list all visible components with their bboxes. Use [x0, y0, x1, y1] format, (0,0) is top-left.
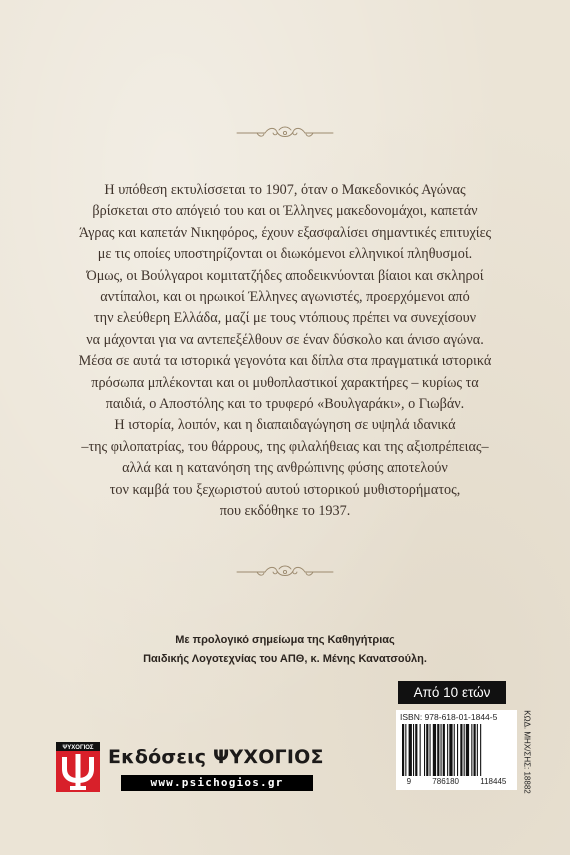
barcode-digits	[396, 777, 517, 786]
synopsis-line: παιδιά, ο Αποστόλης και το τρυφερό «Βουλγαράκι», ο Γιωβάν.	[105, 396, 465, 413]
barcode-digit-group: 9	[406, 777, 412, 786]
ornament-top-icon	[235, 123, 335, 143]
barcode-digit-group: 786180	[432, 777, 459, 786]
logo-text: ΨΥΧΟΓΙΟΣ	[62, 745, 94, 751]
foreword-line-1: Με προλογικό σημείωμα της Καθηγήτριας	[175, 634, 395, 646]
synopsis-line: βρίσκεται στο απόγειό του και οι Έλληνες μακεδονομάχοι, καπετάν	[92, 203, 478, 220]
age-rating-badge: Από 10 ετών	[398, 681, 506, 704]
isbn-text: ISBN: 978-618-01-1844-5	[400, 712, 498, 722]
foreword-note	[30, 631, 540, 669]
synopsis-line: αλλά και η κατανόηση της ανθρώπινης φύσης αποτελούν	[122, 460, 448, 477]
ornament-bottom-icon	[235, 562, 335, 582]
synopsis-line: Η υπόθεση εκτυλίσσεται το 1907, όταν ο Μακεδονικός Αγώνας	[104, 182, 466, 198]
synopsis-line: πρόσωπα μπλέκονται και οι μυθοπλαστικοί χαρακτήρες – κυρίως τα	[91, 374, 479, 391]
synopsis-line: τον καμβά του ξεχωριστού αυτού ιστορικού μυθιστορήματος,	[109, 481, 461, 498]
synopsis-line: Όμως, οι Βούλγαροι κομιτατζήδες αποδεικνύονται βίαιοι και σκληροί	[86, 267, 484, 284]
foreword-line-2: Παιδικής Λογοτεχνίας του ΑΠΘ, κ. Μένης Κανατσούλη.	[143, 653, 427, 665]
synopsis-line: Μέσα σε αυτά τα ιστορικά γεγονότα και δίπλα στα πραγματικά ιστορικά	[78, 353, 492, 370]
synopsis-line: Η ιστορία, λοιπόν, και η διαπαιδαγώγηση σε υψηλά ιδανικά	[114, 417, 456, 434]
product-code-text: ΚΩΔ. ΜΗΧ/ΣΗΣ: 18882	[522, 710, 532, 794]
psi-logo-icon	[56, 742, 100, 792]
barcode-block	[396, 710, 517, 790]
product-code	[521, 712, 533, 792]
synopsis-line: να μάχονται για να αντεπεξέλθουν σε έναν δύσκολο και άνισο αγώνα.	[86, 331, 484, 348]
synopsis-line: με τις οποίες υποστηρίζονται οι διωκόμενοι ελληνικοί πληθυσμοί.	[97, 246, 473, 263]
synopsis-line: αντίπαλοι, και οι ηρωικοί Έλληνες αγωνιστές, προερχόμενοι από	[100, 289, 470, 306]
synopsis-text	[60, 180, 510, 523]
barcode-icon	[400, 724, 513, 776]
synopsis-line: την ελεύθερη Ελλάδα, μαζί με τους ντόπιους πρέπει να συνεχίσουν	[93, 310, 477, 327]
synopsis-line: που εκδόθηκε το 1937.	[219, 503, 351, 520]
barcode-digit-group: 118445	[480, 777, 507, 786]
synopsis-line: Άγρας και καπετάν Νικηφόρος, έχουν εξασφαλίσει σημαντικές επιτυχίες	[78, 224, 492, 241]
synopsis-line: –της φιλοπατρίας, του θάρρους, της φιλαλήθειας και της αξιοπρέπειας–	[81, 438, 489, 455]
publisher-name: Εκδόσεις ΨΥΧΟΓΙΟΣ	[108, 746, 324, 768]
publisher-website-link[interactable]: www.psichogios.gr	[121, 775, 313, 791]
